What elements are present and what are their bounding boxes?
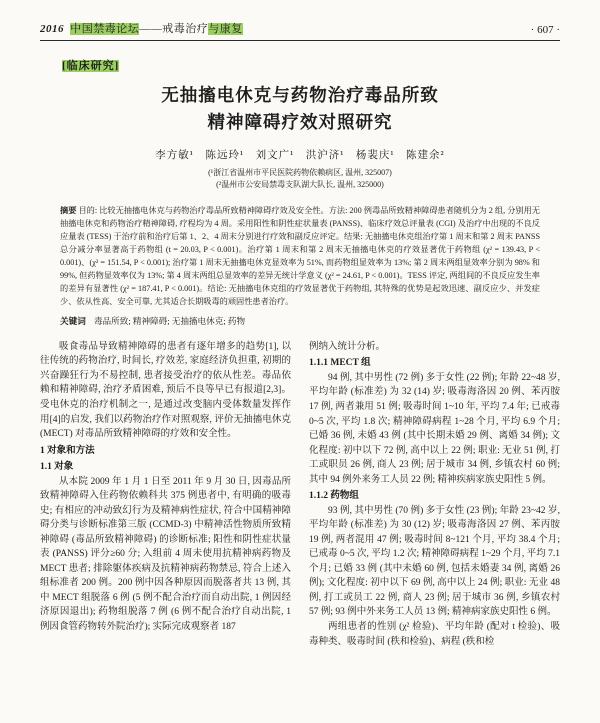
right-column (309, 340, 560, 649)
section-tag (62, 57, 560, 73)
article-title (40, 82, 560, 136)
section-tag-label: [临床研究] (62, 60, 120, 72)
affiliations (40, 167, 560, 191)
journal-title-highlight-1: 中国禁毒论坛 (70, 23, 140, 35)
body-columns (40, 340, 560, 649)
heading-mect-group: 1.1.1 MECT 组 (309, 358, 371, 369)
journal-title-plain: ——戒毒治疗 (139, 23, 209, 35)
keywords-line (60, 315, 540, 327)
intro-paragraph: 吸食毒品导致精神障碍的患者有逐年增多的趋势[1], 以往传统的药物治疗, 时间长, 疗效差, 家庭经济负担重, 初期的兴奋躁狂行为不易控制, 患者接受治疗的依从性差。毒品依赖和精神障碍, 治疗矛盾困难, 预后不良等早已有报道[2,3]。受电休克的治疗机制之一, 是通过改变脑内受体数量发挥作用[4]的启发, 我们以药物治疗作对照观察, 评价无抽搐电休克 (MECT) 对毒品所致精神障碍的疗效和安全性。 (40, 341, 291, 440)
article-title-line1: 无抽搐电休克与药物治疗毒品所致 (161, 85, 439, 105)
keywords-text: 毒品所致; 精神障碍; 无抽搐电休克; 药物 (93, 315, 246, 326)
heading-methods: 1 对象和方法 (40, 445, 95, 456)
continuation-paragraph: 例纳入统计分析。 (309, 341, 386, 352)
article-title-line2: 精神障碍疗效对照研究 (207, 112, 393, 133)
journal-title (40, 20, 243, 36)
abstract-text: 目的: 比较无抽搐电休克与药物治疗毒品所致精神障碍疗效及安全性。方法: 200 例毒品所致精神障碍患者随机分为 2 组, 分别用无抽搐电休克和药物治疗精神障碍, 疗程均为 4 周。采用阳性和阴性症状量表 (PANSS)、临床疗效总评量表 (CGI) 及治疗中出现的不良反应量表 (TESS) 于治疗前和治疗后第 1、2、4 周末分别进行疗效和副反应评定。结果: 无抽搐电休克组治疗第 1 周末和第 2 周末 PANSS 总分减分率显著高于药物组 (t = 20.03, P < 0.001)。治疗第 1 周末和第 2 周末无抽搐电休克的疗效显著优于药物组 (χ² = 139.43, P < 0.001)、(χ² = 151.54, P < 0.001); 治疗第 1 周末无抽搐电休克显效率为 51%, 而药物组显效率为 13%; 第 2 周末两组显效率分别为 98% 和 99%, 但药物显效率仅为 13%; 第 4 周末两组总显效率的差异无统计学意义 (χ² = 24.61, P < 0.001)。TESS 评定, 两组间的不良反应发生率的差异有显著性 (χ² = 187.41, P < 0.001)。结论: 无抽搐电休克组的疗效显著优于药物组, 其特殊的优势是起效迅速、副反应少、并发症少、依从性高、安全可靠, 尤其适合长期吸毒的顽固性患者治疗。 (60, 206, 540, 306)
heading-drug-group: 1.1.2 药物组 (309, 491, 359, 502)
subjects-paragraph: 从本院 2009 年 1 月 1 日至 2011 年 9 月 30 日, 因毒品所致精神障碍入住药物依赖科共 375 例患者中, 有明确的吸毒史; 有相应的冲动致幻行为及精神病性症状, 符合中国精神障碍分类与诊断标准第三版 (CCMD-3) 中精神活性物质所致精神障碍 (毒品所致精神障碍) 的诊断标准; 阳性和阴性症状量表 (PANSS) 评分≥60 分; 入组前 4 周未使用抗精神病药物及 MECT 患者; 排除躯体疾病及抗精神病药物禁忌, 符合上述入组标准者 200 例。200 例中因各种原因而脱落者共 13 例, 其中 MECT 组脱落 6 例 (5 例不配合治疗而自动出院, 1 例因经济原因退出); 药物组脱落 7 例 (6 例不配合治疗自动出院, 1 例因食管药物转外院治疗); 实际完成观察者 187 (40, 476, 291, 632)
journal-year: 2016 (40, 23, 64, 35)
abstract-label: 摘要 (60, 206, 77, 216)
keywords-label: 关键词 (60, 315, 86, 326)
journal-header (40, 20, 560, 36)
authors-line: 李方敏¹ 陈远玲¹ 刘文广¹ 洪沪济¹ 杨裴庆¹ 陈建余² (155, 150, 445, 162)
heading-subjects: 1.1 对象 (40, 462, 74, 473)
drug-group-paragraph: 93 例, 其中男性 (70 例) 多于女性 (23 例); 年龄 23~42 岁, 平均年龄 (标准差) 为 30 (12) 岁; 吸毒海洛因 27 例、苯丙胺 19 例, 两者混用 47 例; 吸毒时间 8~121 个月, 平均 38.4 个月; 已戒毒 0~5 次, 平均 1.2 次; 精神障碍病程 1~29 个月, 平均 7.1 个月; 已婚 33 例 (其中未婚 60 例, 包括未婚妻 34 例, 离婚 26 例); 文化程度: 初中以下 69 例, 高中以上 24 例; 职业: 无业 48 例, 打工或员工 22 例, 商人 23 例; 居于城市 36 例, 乡镇农村 57 例; 93 例中外来务工人员 13 例; 精神病家族史阳性 6 例。 (309, 505, 560, 618)
mect-group-paragraph: 94 例, 其中男性 (72 例) 多于女性 (22 例); 年龄 22~48 岁, 平均年龄 (标准差) 为 32 (14) 岁; 吸毒海洛因 20 例、苯丙胺 17 例, 两者兼用 51 例; 吸毒时间 1~10 年, 平均 7.4 年; 已戒毒 0~5 次, 平均 1.8 次; 精神障碍病程 1~28 个月, 平均 6.9 个月; 已婚 36 例, 未婚 43 例 (其中长期未婚 29 例、离婚 34 例); 文化程度: 初中以下 72 例, 高中以上 22 例; 职业: 无业 51 例, 打工或职员 26 例, 商人 23 例; 居于城市 34 例, 乡镇农村 60 例; 其中 94 例外来务工人员 22 例; 精神疾病家族史阳性 5 例。 (309, 372, 560, 485)
journal-title-highlight-2: 与康复 (208, 23, 243, 35)
page-number: · 607 · (530, 24, 560, 36)
affiliation-1: (¹浙江省温州市平民医院药物依赖病区, 温州, 325007) (208, 168, 392, 178)
affiliation-2: (²温州市公安局禁毒支队湖大队长, 温州, 325000) (216, 180, 384, 190)
comparison-paragraph: 两组患者的性别 (χ² 检验)、平均年龄 (配对 t 检验)、吸毒种类、吸毒时间 (秩和检验)、病程 (秩和检 (309, 621, 560, 647)
left-column (40, 340, 291, 649)
header-rule (40, 40, 560, 41)
abstract (60, 205, 540, 309)
